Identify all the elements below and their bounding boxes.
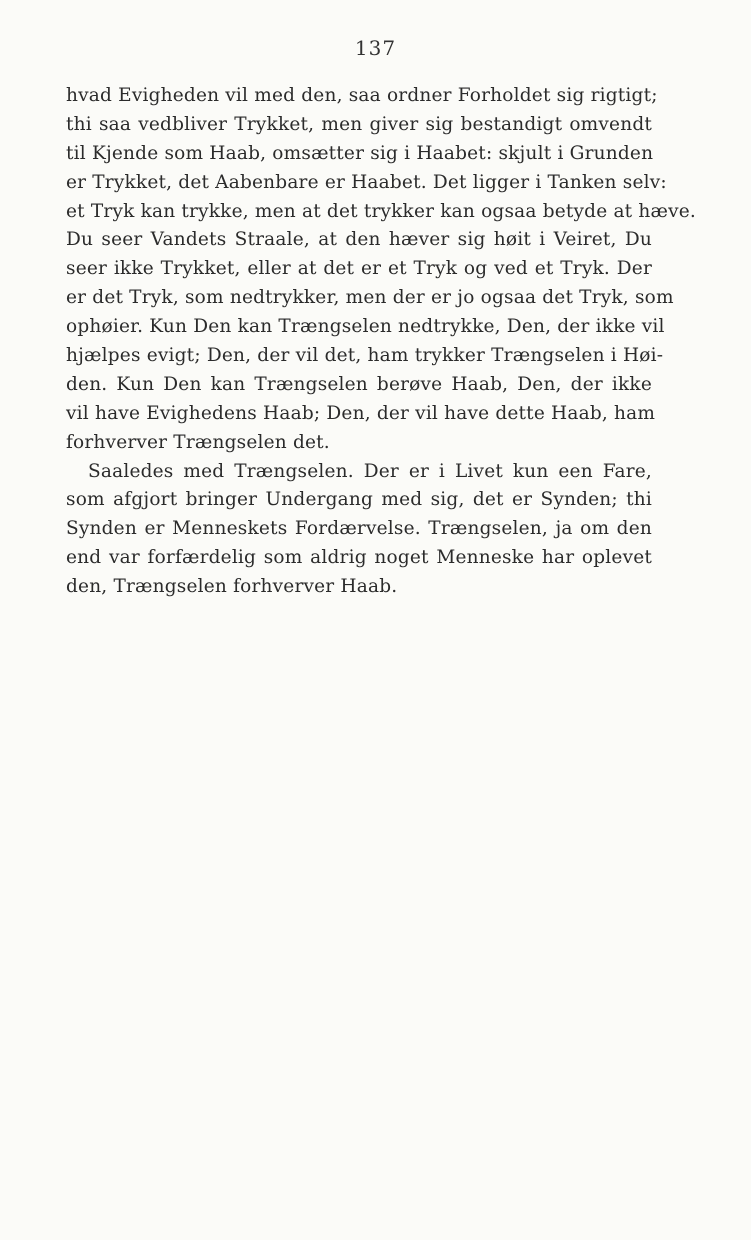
text-line: den. Kun Den kan Trængselen berøve Haab, Den, der ikke (66, 373, 652, 395)
text-line: vil have Evighedens Haab; Den, der vil have dette Haab, ham (66, 402, 656, 424)
page-number: 137 (354, 36, 397, 60)
text-line: Du seer Vandets Straale, at den hæver sig høit i Veiret, Du (66, 229, 652, 251)
text-line: hjælpes evigt; Den, der vil det, ham trykker Trængselen i Høi- (66, 345, 664, 367)
text-line: Synden er Menneskets Fordærvelse. Trængselen, ja om den (66, 518, 652, 540)
text-line: et Tryk kan trykke, men at det trykker kan ogsaa betyde at hæve. (66, 200, 696, 222)
text-line: den, Trængselen forhverver Haab. (66, 576, 398, 598)
text-line: hvad Evigheden vil med den, saa ordner Forholdet sig rigtigt; (66, 85, 658, 106)
body-text (66, 82, 696, 602)
text-line: som afgjort bringer Undergang med sig, det er Synden; thi (66, 489, 652, 511)
text-line: Saaledes med Trængselen. Der er i Livet kun een Fare, (88, 460, 652, 482)
text-line: er Trykket, det Aabenbare er Haabet. Det ligger i Tanken selv: (66, 171, 667, 193)
text-line: seer ikke Trykket, eller at det er et Tryk og ved et Tryk. Der (66, 258, 652, 280)
text-line: end var forfærdelig som aldrig noget Menneske har oplevet (66, 547, 652, 569)
text-line: forhverver Trængselen det. (66, 431, 330, 453)
text-line: er det Tryk, som nedtrykker, men der er jo ogsaa det Tryk, som (66, 287, 674, 309)
text-line: ophøier. Kun Den kan Trængselen nedtrykke, Den, der ikke vil (66, 316, 665, 338)
text-line: thi saa vedbliver Trykket, men giver sig bestandigt omvendt (66, 113, 652, 135)
text-line: til Kjende som Haab, omsætter sig i Haabet: skjult i Grunden (66, 142, 654, 164)
